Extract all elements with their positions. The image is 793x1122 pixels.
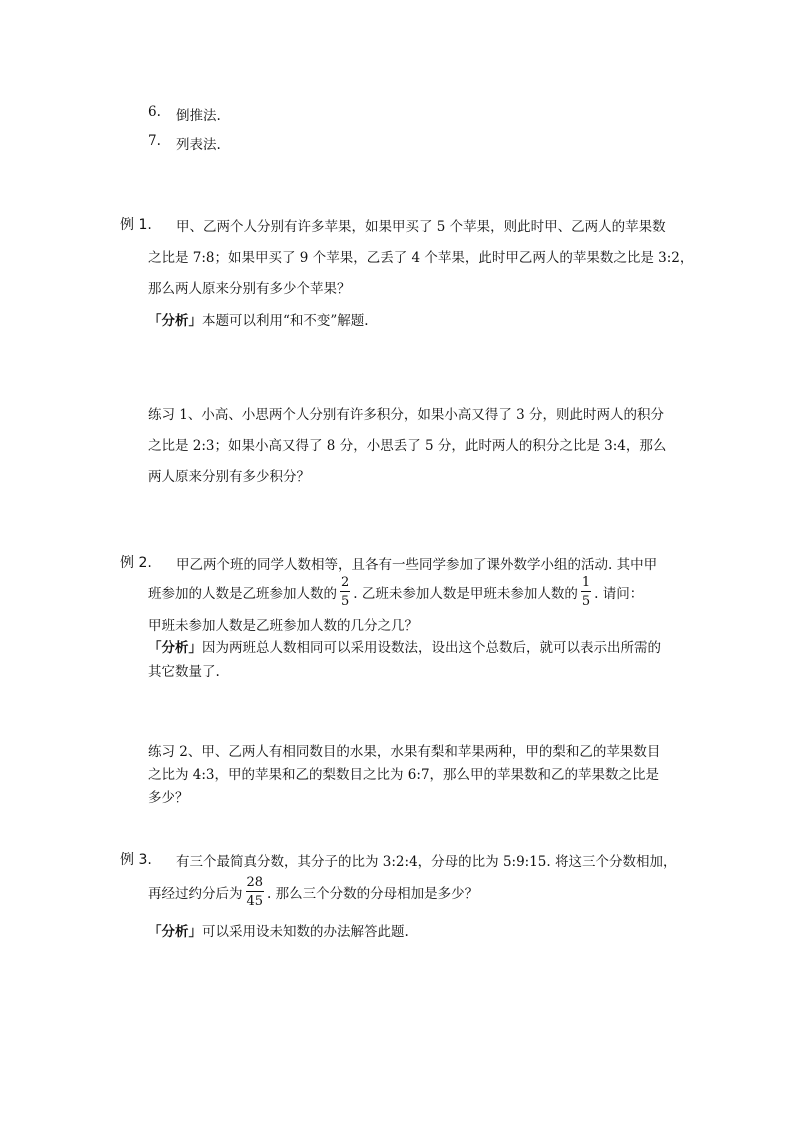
list-number-7: 7. [148, 133, 161, 149]
example-2-line-2-part-c: . 请问： [594, 586, 644, 602]
analysis-text: 可以采用设未知数的办法解答此题. [202, 924, 409, 940]
list-item-backward-reasoning: 倒推法. [176, 108, 221, 124]
example-3-line-2 [148, 873, 478, 911]
fraction-one-fifth [581, 576, 591, 608]
example-2-analysis-line-2: 其它数量了. [148, 664, 220, 680]
fraction-denominator: 5 [581, 594, 591, 609]
example-1-line-2: 之比是 7:8；如果甲买了 9 个苹果，乙丢了 4 个苹果，此时甲乙两人的苹果数之比是 3:2， [148, 250, 694, 266]
fraction-numerator: 2 [341, 575, 350, 590]
example-3-line-2-part-b: . 那么三个分数的分母相加是多少？ [267, 886, 479, 902]
fraction-28-45 [246, 876, 265, 908]
example-1-line-1: 甲、乙两个人分别有许多苹果，如果甲买了 5 个苹果，则此时甲、乙两人的苹果数 [176, 219, 666, 235]
practice-2-line-3: 多少？ [148, 790, 189, 806]
fraction-two-fifths [340, 576, 350, 608]
example-1-label: 例 1. [120, 217, 152, 233]
analysis-text: 本题可以利用“和不变”解题. [202, 313, 369, 329]
analysis-tag: 「分析」 [148, 924, 202, 940]
example-1-line-3: 那么两人原来分别有多少个苹果？ [148, 281, 351, 297]
analysis-text: 因为两班总人数相同可以采用设数法，设出这个总数后，就可以表示出所需的 [202, 640, 661, 656]
analysis-tag: 「分析」 [148, 313, 202, 329]
practice-2-line-2: 之比为 4:3，甲的苹果和乙的梨数目之比为 6:7，那么甲的苹果数和乙的苹果数之比是 [148, 767, 660, 783]
fraction-denominator: 45 [246, 894, 264, 909]
example-2-line-3: 甲班未参加人数是乙班参加人数的几分之几？ [148, 618, 418, 634]
analysis-tag: 「分析」 [148, 640, 202, 656]
practice-1-line-3: 两人原来分别有多少积分？ [148, 469, 310, 485]
example-2-line-2 [148, 574, 643, 610]
example-3-line-2-part-a: 再经过约分后为 [148, 886, 243, 902]
example-2-label: 例 2. [120, 555, 152, 571]
fraction-numerator: 28 [246, 875, 264, 890]
example-3-analysis [148, 920, 409, 940]
practice-1-line-1: 练习 1、小高、小思两个人分别有许多积分，如果小高又得了 3 分，则此时两人的积分 [148, 407, 665, 423]
list-item-table-method: 列表法. [176, 137, 221, 153]
fraction-denominator: 5 [341, 594, 350, 609]
example-2-line-1: 甲乙两个班的同学人数相等，且各有一些同学参加了课外数学小组的活动. 其中甲 [176, 557, 658, 573]
example-2-line-2-part-a: 班参加的人数是乙班参加人数的 [148, 586, 337, 602]
practice-2-line-1: 练习 2、甲、乙两人有相同数目的水果，水果有梨和苹果两种，甲的梨和乙的苹果数目 [148, 744, 661, 760]
list-number-6: 6. [148, 104, 161, 120]
example-2-analysis-line-1 [148, 636, 661, 656]
example-1-analysis [148, 309, 369, 329]
practice-1-line-2: 之比是 2:3；如果小高又得了 8 分，小思丢了 5 分，此时两人的积分之比是 3:4，那么 [148, 438, 667, 454]
example-3-line-1: 有三个最简真分数，其分子的比为 3:2:4，分母的比为 5:9:15. 将这三个分数相加， [176, 854, 677, 870]
example-3-label: 例 3. [120, 852, 152, 868]
fraction-numerator: 1 [581, 575, 591, 590]
example-2-line-2-part-b: . 乙班未参加人数是甲班未参加人数的 [353, 586, 578, 602]
